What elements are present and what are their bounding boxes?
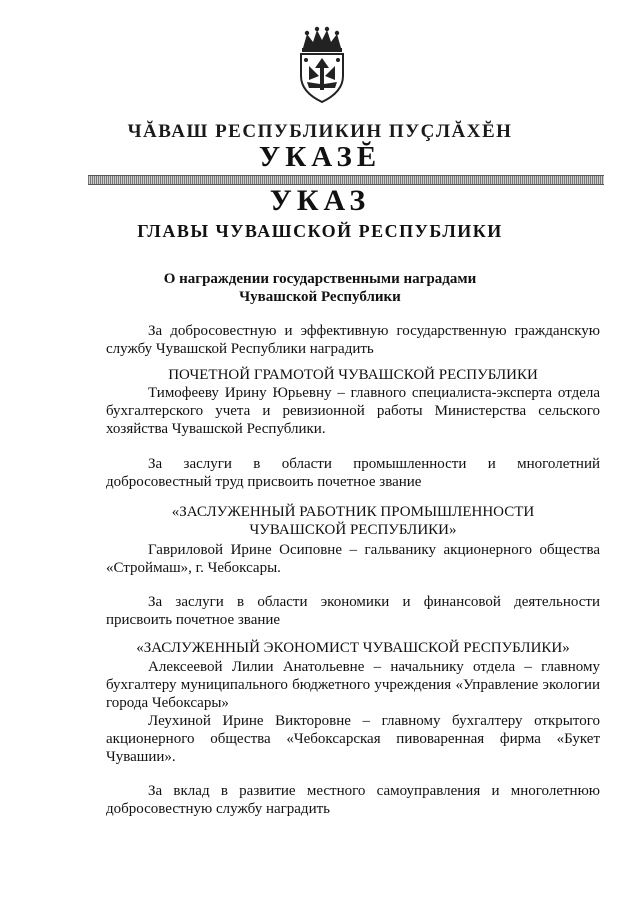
document-title-line2: Чувашской Республики — [239, 289, 401, 305]
award-title-1: ПОЧЕТНОЙ ГРАМОТОЙ ЧУВАШСКОЙ РЕСПУБЛИКИ — [168, 367, 538, 383]
paragraph-5 — [106, 593, 600, 629]
paragraph-5-text: За заслуги в области экономики и финансовой деятельности присвоить почетное звание — [106, 594, 600, 628]
paragraph-2 — [106, 384, 600, 438]
paragraph-7 — [106, 712, 600, 766]
paragraph-8 — [106, 782, 600, 818]
paragraph-4 — [106, 541, 600, 577]
paragraph-8-text: За вклад в развитие местного самоуправления и многолетнюю добросовестную службу наградить — [106, 783, 600, 817]
paragraph-1-text: За добросовестную и эффективную государственную гражданскую службу Чувашской Республики наградить — [106, 323, 600, 357]
paragraph-3 — [106, 455, 600, 491]
paragraph-1 — [106, 322, 600, 358]
award-title-2-line2: ЧУВАШСКОЙ РЕСПУБЛИКИ» — [249, 522, 457, 538]
paragraph-3-text: За заслуги в области промышленности и многолетний добросовестный труд присвоить почетное звание — [106, 456, 600, 490]
chuvash-emblem-icon — [293, 26, 351, 104]
header-chuvash-ukaze: УКАЗĔ — [258, 141, 382, 173]
header-chuvash-title: ЧĂВАШ РЕСПУБЛИКИН ПУÇЛĂХĔН — [127, 121, 513, 142]
paragraph-6-text: Алексеевой Лилии Анатольевне – начальнику отдела – главному бухгалтеру муниципального бюджетного учреждения «Управление экологии города Чебоксары» — [106, 659, 600, 711]
paragraph-4-text: Гавриловой Ирине Осиповне – гальванику акционерного общества «Строймаш», г. Чебоксары. — [106, 542, 600, 576]
paragraph-2-text: Тимофееву Ирину Юрьевну – главного специалиста-эксперта отдела бухгалтерского учета и ревизионной работы Министерства сельского хозяйства Чувашской Республики. — [106, 385, 600, 437]
paragraph-6 — [106, 658, 600, 712]
header-russian-ukaz: УКАЗ — [269, 184, 371, 217]
paragraph-7-text: Леухиной Ирине Викторовне – главному бухгалтеру открытого акционерного общества «Чебоксарская пивоваренная фирма «Букет Чувашии». — [106, 713, 600, 765]
award-title-3: «ЗАСЛУЖЕННЫЙ ЭКОНОМИСТ ЧУВАШСКОЙ РЕСПУБЛИКИ» — [136, 640, 570, 656]
document-title-line1: О награждении государственными наградами — [163, 271, 477, 287]
award-title-2-line1: «ЗАСЛУЖЕННЫЙ РАБОТНИК ПРОМЫШЛЕННОСТИ — [171, 504, 535, 520]
document-title — [0, 270, 640, 306]
header-russian-subtitle: ГЛАВЫ ЧУВАШСКОЙ РЕСПУБЛИКИ — [137, 221, 503, 241]
